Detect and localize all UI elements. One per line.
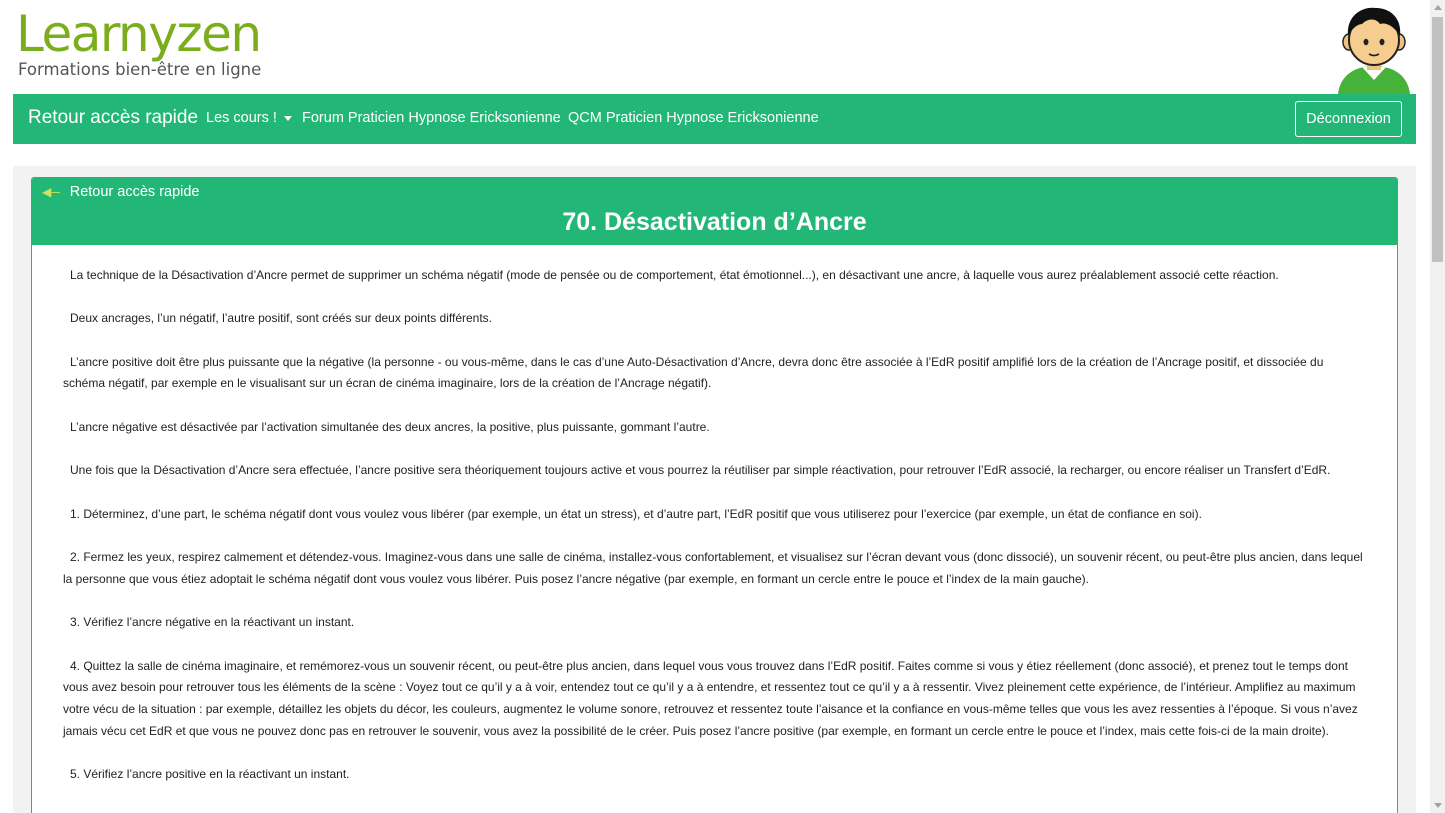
nav-forum-link[interactable]: Forum Praticien Hypnose Ericksonienne	[302, 110, 561, 126]
scroll-down-icon[interactable]	[1434, 803, 1442, 808]
paragraph: Une fois que la Désactivation d’Ancre sera effectuée, l’ancre positive sera théoriquement toujours active et vous pourrez la réutiliser par simple réactivation, pour retrouver l’EdR associé, la recharger, ou encore réaliser un Transfert d’EdR.	[70, 463, 1331, 478]
nav-courses-dropdown[interactable]	[206, 110, 292, 126]
site-header	[0, 0, 1430, 94]
scroll-thumb[interactable]	[1432, 17, 1443, 262]
logo[interactable]	[16, 6, 261, 79]
caret-down-icon	[284, 116, 292, 121]
logout-button[interactable]: Déconnexion	[1295, 101, 1402, 137]
page-scrollbar[interactable]	[1430, 0, 1445, 813]
paragraph: La technique de la Désactivation d’Ancre permet de supprimer un schéma négatif (mode de pensée ou de comportement, état émotionnel...), en désactivant une ancre, à laquelle vous aurez préalablement associé cette réaction.	[70, 268, 1279, 282]
main-navbar	[13, 94, 1416, 144]
user-avatar-icon[interactable]	[1332, 4, 1416, 94]
logo-subtitle: Formations bien-être en ligne	[18, 60, 262, 79]
paragraph: Deux ancrages, l’un négatif, l’autre positif, sont créés sur deux points différents.	[70, 311, 493, 326]
paragraph: 4. Quittez la salle de cinéma imaginaire, et remémorez-vous un souvenir récent, ou peut-être plus ancien, dans lequel vous vous trouvez dans l’EdR positif. Faites comme si vous y étiez réellement (donc associé), et prenez tout le temps dont vous avez besoin pour retrouver tous les éléments de la scène : Voyez tout ce qu’il y a à voir, entendez tout ce qu’il y a à entendre, et ressentez tout ce qu’il y a à ressentir. Vivez pleinement cette expérience, de l’intérieur. Amplifiez au maximum votre vécu de la situation : par exemple, détaillez les objets du décor, les couleurs, augmentez le volume sonore, retrouvez et ressentez toute l’aisance et la confiance en vous-même telles que vous les avez ressenties à l’époque. Si vous n’avez jamais vécu cet EdR et que vous ne pouvez donc pas en retrouver le souvenir, vous avez la possibilité de le créer. Puis posez l’ancre positive (par exemple, en formant un cercle entre le pouce et l’index, mais cette fois-ci de la main droite).	[63, 658, 1358, 738]
content-area	[13, 166, 1416, 813]
nav-qcm-link[interactable]: QCM Praticien Hypnose Ericksonienne	[568, 110, 819, 126]
lesson-body	[32, 245, 1397, 786]
back-arrow-icon: ◀─	[42, 185, 60, 199]
paragraph: 2. Fermez les yeux, respirez calmement et détendez-vous. Imaginez-vous dans une salle de cinéma, installez-vous confortablement, et visualisez sur l’écran devant vous (donc dissocié), un souvenir récent, ou peut-être plus ancien, dans lequel la personne que vous étiez adoptait le schéma négatif dont vous voulez vous libérer. Puis posez l’ancre négative (par exemple, en formant un cercle entre le pouce et l’index de la main gauche).	[63, 550, 1363, 586]
back-link[interactable]	[42, 184, 200, 200]
lesson-card	[31, 177, 1398, 813]
paragraph: 1. Déterminez, d’une part, le schéma négatif dont vous voulez vous libérer (par exemple, un état un stress), et d’autre part, l’EdR positif que vous utiliserez pour l’exercice (par exemple, un état de confiance en soi).	[70, 506, 1202, 521]
paragraph: 5. Vérifiez l’ancre positive en la réactivant un instant.	[70, 767, 350, 782]
back-link-label: Retour accès rapide	[69, 184, 200, 200]
logo-title: Learnyzen	[16, 5, 261, 63]
nav-courses-label: Les cours !	[206, 110, 277, 126]
lesson-title: 70. Désactivation d’Ancre	[562, 208, 867, 236]
paragraph: L’ancre positive doit être plus puissante que la négative (la personne - ou vous-même, dans le cas d’une Auto-Désactivation d’Ancre, devra donc être associée à l’EdR positif amplifié lors de la création de l’Ancrage positif, et dissociée du schéma négatif, par exemple en le visualisant sur un écran de cinéma imaginaire, lors de la création de l’Ancrage négatif).	[63, 354, 1324, 391]
scroll-up-icon[interactable]	[1434, 5, 1442, 10]
paragraph: 3. Vérifiez l’ancre négative en la réactivant un instant.	[70, 615, 355, 630]
navbar-brand-link[interactable]: Retour accès rapide	[28, 107, 199, 128]
paragraph: L’ancre négative est désactivée par l’activation simultanée des deux ancres, la positive, plus puissante, gommant l’autre.	[70, 419, 710, 434]
lesson-card-header	[32, 178, 1397, 245]
